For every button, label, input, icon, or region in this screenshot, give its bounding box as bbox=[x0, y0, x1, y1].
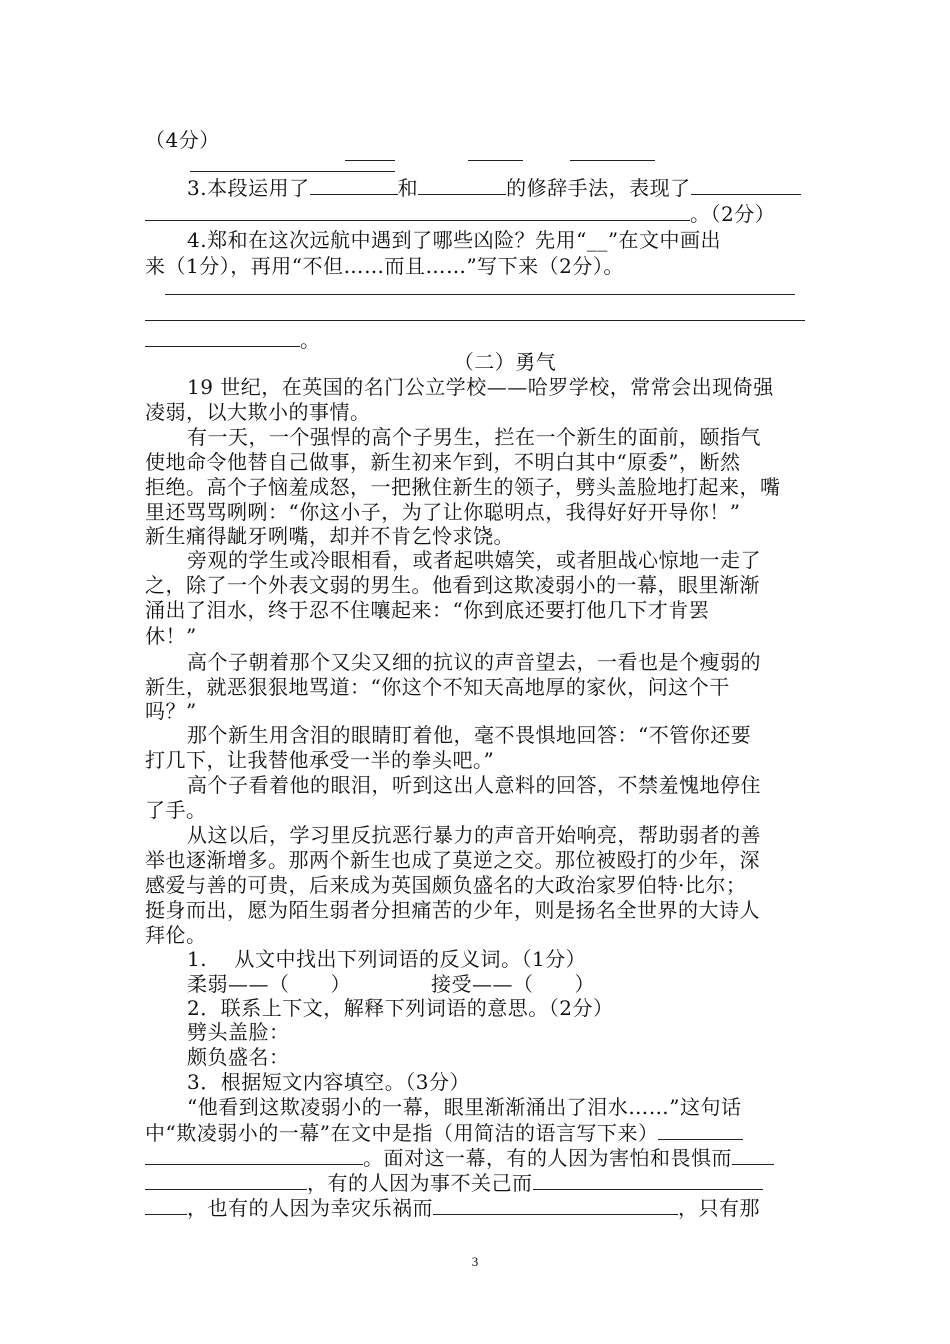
question-3-rhetoric: 3.本段运用了 和 的修辞手法，表现了 bbox=[145, 176, 847, 201]
passage-line: 有一天，一个强悍的高个子男生，拦在一个新生的面前，颐指气 bbox=[187, 425, 761, 449]
answer-blank[interactable] bbox=[145, 1196, 187, 1215]
answer-blank[interactable] bbox=[418, 176, 506, 195]
question-3-line2: 。（2分） bbox=[145, 202, 805, 227]
passage-line: 使地命令他替自己做事，新生初来乍到，不明白其中“原委”，断然 bbox=[145, 450, 741, 474]
answer-blank[interactable] bbox=[145, 1146, 363, 1165]
passage-line: 里还骂骂咧咧：“你这小子，为了让你聪明点，我得好好开导你！” bbox=[145, 500, 741, 524]
passage-line: 挺身而出，愿为陌生弱者分担痛苦的少年，则是扬名全世界的大诗人 bbox=[145, 898, 760, 922]
answer-blank[interactable] bbox=[533, 1171, 763, 1190]
passage-line: 高个子朝着那个又尖又细的抗议的声音望去，一看也是个瘦弱的 bbox=[187, 650, 761, 674]
question-4-line2: 来（1分），再用“不但……而且……”写下来（2分）。 bbox=[145, 254, 624, 278]
passage-line: 吗？” bbox=[145, 699, 197, 723]
passage-line: 打几下，让我替他承受一半的拳头吧。” bbox=[145, 748, 495, 772]
answer-line bbox=[345, 160, 395, 161]
passage-line: 举也逐渐增多。那两个新生也成了莫逆之交。那位被殴打的少年，深 bbox=[145, 848, 760, 872]
answer-blank[interactable] bbox=[658, 1121, 743, 1140]
question-3-line3: 。面对这一幕，有的人因为害怕和畏惧而 bbox=[145, 1146, 805, 1171]
passage-line: 凌弱，以大欺小的事情。 bbox=[145, 400, 371, 424]
question-3-line4: ，有的人因为事不关己而 bbox=[145, 1171, 805, 1196]
passage-line: 涌出了泪水，终于忍不住嚷起来：“你到底还要打他几下才肯罢 bbox=[145, 598, 710, 622]
passage-line: 拜伦。 bbox=[145, 923, 207, 947]
passage-line: 拒绝。高个子恼羞成怒，一把揪住新生的领子，劈头盖脸地打起来，嘴 bbox=[145, 475, 781, 499]
passage-title: （二）勇气 bbox=[453, 350, 557, 374]
answer-line[interactable] bbox=[145, 320, 805, 321]
passage-line: 那个新生用含泪的眼睛盯着他，毫不畏惧地回答：“不管你还要 bbox=[187, 723, 752, 747]
answer-line bbox=[468, 160, 523, 161]
answer-blank[interactable] bbox=[310, 176, 398, 195]
answer-blank[interactable] bbox=[691, 176, 801, 195]
question-2-term-b: 颇负盛名： bbox=[187, 1045, 290, 1069]
passage-line: 高个子看着他的眼泪，听到这出人意料的回答，不禁羞愧地停住 bbox=[187, 773, 761, 797]
passage-line: 新生，就恶狠狠地骂道：“你这个不知天高地厚的家伙，问这个干 bbox=[145, 675, 730, 699]
question-2: 2．联系上下文，解释下列词语的意思。（2分） bbox=[187, 996, 614, 1020]
passage-line: 之，除了一个外表文弱的男生。他看到这欺凌弱小的一幕，眼里渐渐 bbox=[145, 573, 760, 597]
question-3: 3．根据短文内容填空。（3分） bbox=[187, 1070, 470, 1094]
question-3-line5: ，也有的人因为幸灾乐祸而 ，只有那 bbox=[145, 1196, 805, 1221]
answer-line bbox=[570, 160, 655, 161]
answer-blank[interactable] bbox=[433, 1196, 678, 1215]
passage-line: 旁观的学生或冷眼相看，或者起哄嬉笑，或者胆战心惊地一走了 bbox=[187, 548, 761, 572]
passage-line: 从这以后，学习里反抗恶行暴力的声音开始响亮，帮助弱者的善 bbox=[187, 823, 761, 847]
underline-mark: __ bbox=[586, 228, 608, 252]
question-1: 1. 从文中找出下列词语的反义词。（1分） bbox=[187, 947, 587, 971]
passage-line: 感爱与善的可贵，后来成为英国颇负盛名的大政治家罗伯特·比尔； bbox=[145, 873, 747, 897]
answer-line[interactable] bbox=[165, 294, 795, 295]
question-1-antonyms bbox=[145, 972, 847, 997]
answer-blank[interactable] bbox=[732, 1146, 774, 1165]
passage-line: 休！” bbox=[145, 624, 197, 648]
question-2-term-a: 劈头盖脸： bbox=[187, 1020, 290, 1044]
answer-blank[interactable] bbox=[145, 328, 300, 347]
antonym-blank-1[interactable]: 柔弱——（ ） bbox=[187, 972, 351, 996]
antonym-blank-2[interactable]: 接受——（ ） bbox=[431, 972, 595, 996]
answer-line bbox=[190, 171, 395, 172]
passage-line: 19 世纪，在英国的名门公立学校——哈罗学校，常常会出现倚强 bbox=[187, 375, 774, 399]
page-number: 3 bbox=[471, 1254, 479, 1269]
passage-line: 新生痛得龇牙咧嘴，却并不肯乞怜求饶。 bbox=[145, 524, 514, 548]
question-4-line-end: 。 bbox=[145, 328, 805, 353]
score-note: （4分） bbox=[145, 128, 220, 152]
passage-line: 了手。 bbox=[145, 798, 207, 822]
question-3-line2: 中“欺凌弱小的一幕”在文中是指（用简洁的语言写下来） bbox=[145, 1121, 805, 1146]
question-3-text: “他看到这欺凌弱小的一幕，眼里渐渐涌出了泪水……”这句话 bbox=[187, 1095, 742, 1119]
question-4: 4.郑和在这次远航中遇到了哪些凶险？先用“__”在文中画出 bbox=[187, 228, 722, 252]
answer-blank[interactable] bbox=[145, 1171, 307, 1190]
answer-blank[interactable] bbox=[145, 202, 690, 221]
